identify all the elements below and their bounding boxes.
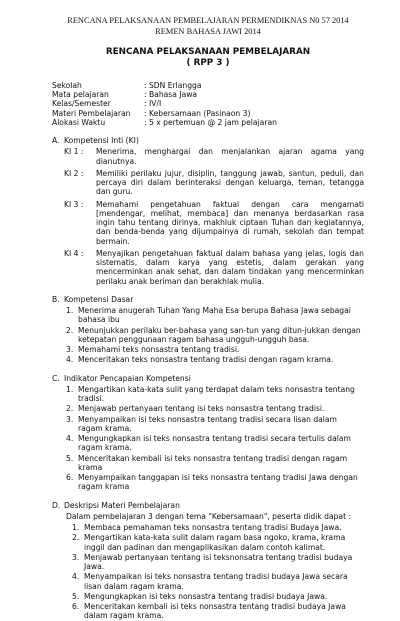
section-kompetensi-dasar	[52, 295, 364, 365]
header-line-2: REMEN BAHASA JAWI 2014	[155, 26, 261, 36]
list-item-text: Mengartikan kata-kata sulit dalam ragam basa ngoko, krama, krama inggil dan padinan dan mengaplikasikan dalam contoh kalimat.	[84, 533, 346, 552]
section-heading	[52, 295, 364, 304]
identity-label: Kelas/Semester	[52, 99, 111, 109]
ki-item	[64, 147, 364, 166]
ki-code: KI 4 :	[64, 248, 84, 258]
list-item: 1. Membaca pemahaman teks nonsastra tentang tradisi Budaya Jawa.	[72, 523, 364, 532]
section-title: Kompetensi Dasar	[64, 294, 134, 304]
list-item-text: Menjawab pertanyaan tentang isi teksnonsatra tentang tradisi budaya Jawa.	[84, 552, 353, 572]
list-item: 6. Menceritakan kembali isi teks nonsastra tentang tradisi budaya Jawa dalam ragam krama.	[72, 602, 364, 621]
identity-label: Mata pelajaran	[52, 90, 109, 100]
list-item-text: Menyampaikan isi teks nonsastra tentang tradisi secara lisan dalam ragam krama.	[78, 414, 337, 433]
ki-code: KI 2 :	[64, 168, 84, 178]
ki-text: Memiliki perilaku jujur, disiplin, tanggung jawab, santun, peduli, dan percaya diri dalam berinteraksi dengan keluarga, teman, tetangga dan guru.	[96, 168, 364, 197]
deskripsi-intro: Dalam pembelajaran 3 dengan tema "Kebersamaan", peserta didik dapat :	[66, 511, 352, 521]
list-item: 3. Menyampaikan isi teks nonsastra tentang tradisi secara lisan dalam ragam krama.	[66, 415, 364, 434]
identity-row	[52, 118, 364, 127]
identity-row	[52, 81, 364, 90]
list-item-text: Memahami teks nonsastra tentang tradisi.	[78, 345, 240, 355]
section-heading	[52, 374, 364, 383]
list-item: 1. Mengartikan kata-kata sulit yang terdapat dalam teks nonsastra tentang tradisi.	[66, 385, 364, 404]
section-title: Deskripsi Materi Pembelajaran	[64, 500, 180, 510]
list-item: 4. Menceritakan teks nonsastra tentang tradisi dengan ragam krama.	[66, 355, 364, 364]
identity-value: : SDN Erlangga	[144, 80, 202, 90]
section-heading	[52, 501, 364, 510]
list-item-text: Membaca pemahaman teks nonsastra tentang tradisi Budaya Jawa.	[84, 523, 342, 533]
list-item: 2. Menjawab pertanyaan tentang isi teks nonsastra tentang tradisi.	[66, 404, 364, 413]
list-item-text: Menyampaikan tanggapan isi teks nonsastra tentang tradisi Jawa dengan ragam krama	[78, 473, 358, 492]
identity-label: Materi Pembelajaran	[52, 108, 131, 118]
list-item: 1. Menerima anugerah Tuhan Yang Maha Esa berupa Bahasa Jawa sebagai bahasa ibu	[66, 306, 364, 325]
list-item: 5. Mengungkapkan isi teks nonsastra tentang tradisi budaya Jawa.	[72, 592, 364, 601]
ki-item	[64, 200, 364, 246]
document-title	[52, 47, 364, 69]
identity-block	[52, 81, 364, 127]
list-item: 2. Menunjukkan perilaku ber-bahasa yang san-tun yang ditun-jukkan dengan ketepatan penggunaan ragam bahasa ungguh-ungguh basa.	[66, 326, 364, 345]
indikator-list	[66, 385, 364, 492]
title-line-1: RENCANA PELAKSANAAN PEMBELAJARAN	[105, 47, 311, 57]
list-item-text: Menceritakan kembali isi teks nonsastra tentang tradisi dengan ragam krama	[78, 453, 348, 472]
identity-value: : Kebersamaan (Pasinaon 3)	[144, 108, 251, 118]
list-item-text: Mengartikan kata-kata sulit yang terdapat dalam teks nonsastra tentang tradisi.	[78, 384, 355, 404]
section-heading	[52, 136, 364, 145]
list-item-text: Menceritakan kembali isi teks nonsastra tentang tradisi budaya Jawa dalam ragam krama.	[84, 602, 346, 621]
identity-value: : Bahasa Jawa	[144, 90, 198, 100]
section-title: Indikator Pencapaian Kompetensi	[64, 373, 191, 383]
ki-list	[64, 147, 364, 286]
list-item-text: Menjawab pertanyaan tentang isi teks nonsastra tentang tradisi.	[78, 404, 325, 414]
section-kompetensi-inti	[52, 136, 364, 286]
section-letter: D.	[52, 500, 61, 510]
section-letter: A.	[52, 136, 60, 146]
ki-item	[64, 169, 364, 197]
ki-text: Menyajikan pengetahuan faktual dalam bahasa yang jelas, logis dan sistematis, dalam karya yang estetis, dalam gerakan yang mencerminkan anak sehat, dan dalam tindakan yang mencerminkan perilaku anak beriman dan berakhlak mulia.	[96, 248, 364, 286]
section-deskripsi-materi	[52, 501, 364, 621]
ki-text: Menerima, menghargai dan menjalankan ajaran agama yang dianutnya.	[96, 147, 364, 166]
header-line-1: RENCANA PELAKSANAAN PEMBELAJARAN PERMENDIKNAS N0 57 2014	[67, 16, 349, 25]
identity-value: : 5 x pertemuan @ 2 jam pelajaran	[144, 117, 277, 127]
list-item-text: Mengungkapkan isi teks nonsastra tentang tradisi secara tertulis dalam ragam krama.	[78, 434, 351, 453]
section-letter: C.	[52, 373, 60, 383]
list-item: 3. Memahami teks nonsastra tentang tradisi.	[66, 345, 364, 354]
deskripsi-list	[72, 523, 364, 621]
list-item: 4. Menyampaikan isi teks nonsastra tentang tradisi budaya Jawa secara lisan dalam ragam krama.	[72, 572, 364, 591]
list-item: 2. Mengartikan kata-kata sulit dalam ragam basa ngoko, krama, krama inggil dan padinan dan mengaplikasikan dalam contoh kalimat.	[72, 533, 364, 552]
list-item-text: Mengungkapkan isi teks nonsastra tentang tradisi budaya Jawa.	[84, 591, 328, 601]
ki-code: KI 3 :	[64, 199, 84, 209]
document-header	[52, 16, 364, 37]
list-item-text: Menyampaikan isi teks nonsastra tentang tradisi budaya Jawa secara lisan dalam ragam krama.	[84, 572, 348, 591]
identity-label: Alokasi Waktu	[52, 117, 106, 127]
kd-list	[66, 306, 364, 365]
identity-value: : IV/I	[144, 99, 162, 109]
list-item-text: Menerima anugerah Tuhan Yang Maha Esa berupa Bahasa Jawa sebagai bahasa ibu	[78, 306, 351, 325]
identity-label: Sekolah	[52, 80, 82, 90]
list-item: 5. Menceritakan kembali isi teks nonsastra tentang tradisi dengan ragam krama	[66, 454, 364, 473]
section-letter: B.	[52, 294, 60, 304]
identity-row	[52, 109, 364, 118]
section-title: Kompetensi Inti (KI)	[64, 136, 139, 146]
ki-item	[64, 249, 364, 286]
list-item: 4. Mengungkapkan isi teks nonsastra tentang tradisi secara tertulis dalam ragam krama.	[66, 434, 364, 453]
list-item-text: Menceritakan teks nonsastra tentang tradisi dengan ragam krama.	[78, 355, 334, 365]
ki-code: KI 1 :	[64, 147, 84, 157]
section-indikator	[52, 374, 364, 492]
title-line-2: ( RPP 3 )	[186, 57, 230, 68]
identity-row	[52, 90, 364, 99]
ki-text: Memahami pengetahuan faktual dengan cara mengamati [mendengar, melihat, membaca] dan menanya berdasarkan rasa ingin tahu tentang dirinya, makhluk ciptaan Tuhan dan kegiatannya, dan benda-benda yang dijumpainya di rumah, sekolah dan tempat bermain.	[96, 199, 364, 246]
list-item: 3. Menjawab pertanyaan tentang isi teksnonsatra tentang tradisi budaya Jawa.	[72, 553, 364, 572]
identity-row	[52, 99, 364, 108]
list-item-text: Menunjukkan perilaku ber-bahasa yang san-tun yang ditun-jukkan dengan ketepatan penggunaan ragam bahasa ungguh-ungguh basa.	[78, 325, 361, 344]
list-item: 6. Menyampaikan tanggapan isi teks nonsastra tentang tradisi Jawa dengan ragam krama	[66, 473, 364, 492]
